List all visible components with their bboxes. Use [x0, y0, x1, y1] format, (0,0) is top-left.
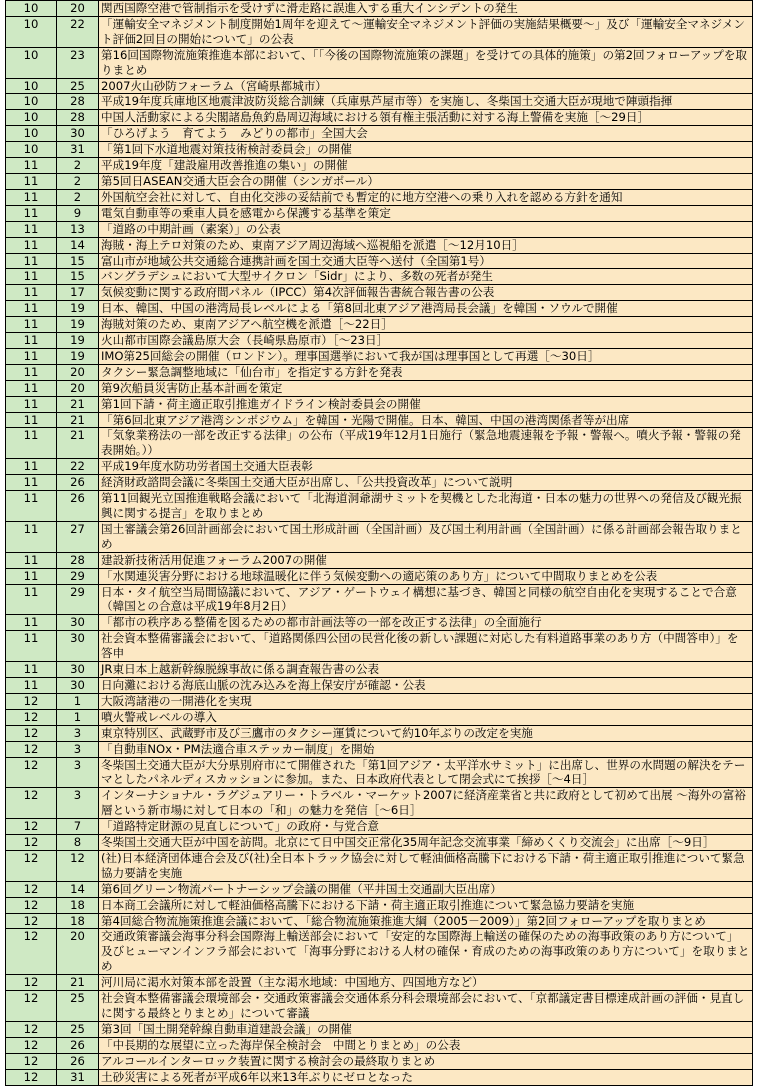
event-cell: 「自動車NOx・PM法適合車ステッカー制度」を開始 — [99, 741, 753, 757]
month-cell: 11 — [6, 189, 57, 205]
day-cell: 26 — [57, 475, 99, 491]
event-cell: 冬柴国土交通大臣が大分県別府市にて開催された「第1回アジア・太平洋水サミット」に出席し、世界の水問題の解決をテーマとしたパネルディスカッションに参加。また、日本政府代表として閉会式にて挨拶［～4日］ — [99, 757, 753, 788]
table-row — [6, 568, 753, 584]
month-cell: 12 — [6, 693, 57, 709]
table-row — [6, 412, 753, 428]
table-row — [6, 475, 753, 491]
day-cell: 27 — [57, 521, 99, 552]
table-row — [6, 693, 753, 709]
day-cell: 17 — [57, 285, 99, 301]
day-cell: 28 — [57, 552, 99, 568]
event-cell: タクシー緊急調整地域に「仙台市」を指定する方針を発表 — [99, 364, 753, 380]
event-cell: 「道路の中期計画（素案）」の公表 — [99, 221, 753, 237]
table-row — [6, 205, 753, 221]
table-row — [6, 1021, 753, 1037]
table-row — [6, 253, 753, 269]
day-cell: 19 — [57, 333, 99, 349]
event-cell: 冬柴国土交通大臣が中国を訪問。北京にて日中国交正常化35周年記念交流事業「締めくくり交流会」に出席［～9日］ — [99, 835, 753, 851]
month-cell: 11 — [6, 253, 57, 269]
event-cell: 平成19年度兵庫地区地震津波防災総合訓練（兵庫県芦屋市等）を実施し、冬柴国土交通大臣が現地で陣頭指揮 — [99, 94, 753, 110]
month-cell: 11 — [6, 584, 57, 615]
event-cell: 日本・タイ航空当局間協議において、アジア・ゲートウェイ構想に基づき、韓国と同様の航空自由化を実現することで合意（韓国との合意は平成19年8月2日） — [99, 584, 753, 615]
table-row — [6, 142, 753, 158]
event-cell: 第5回日ASEAN交通大臣会合の開催（シンガポール） — [99, 173, 753, 189]
month-cell: 11 — [6, 380, 57, 396]
table-row — [6, 1069, 753, 1085]
event-cell: 「道路特定財源の見直しについて」の政府・与党合意 — [99, 819, 753, 835]
event-cell: 「第1回下水道地震対策技術検討委員会」の開催 — [99, 142, 753, 158]
day-cell: 28 — [57, 94, 99, 110]
event-cell: 「運輸安全マネジメント制度開始1周年を迎えて～運輸安全マネジメント評価の実施結果概要～」及び「運輸安全マネジメント評価2回目の開始について」の公表 — [99, 16, 753, 47]
event-cell: インターナショナル・ラグジュアリー・トラベル・マーケット2007に経済産業省と共に政府として初めて出展 ～海外の富裕層という新市場に対して日本の「和」の魅力を発信［～6日］ — [99, 788, 753, 819]
event-cell: 平成19年度「建設雇用改善推進の集い」の開催 — [99, 158, 753, 174]
event-cell: JR東日本上越新幹線脱線事故に係る調査報告書の公表 — [99, 662, 753, 678]
timeline-table — [5, 0, 753, 1086]
table-row — [6, 709, 753, 725]
day-cell: 21 — [57, 412, 99, 428]
table-row — [6, 1053, 753, 1069]
event-cell: 第3回「国土開発幹線自動車道建設会議」の開催 — [99, 1021, 753, 1037]
day-cell: 18 — [57, 897, 99, 913]
event-cell: 中国人活動家による尖閣諸島魚釣島周辺海域における領有権主張活動に対する海上警備を実施［～29日］ — [99, 110, 753, 126]
month-cell: 12 — [6, 975, 57, 991]
day-cell: 22 — [57, 16, 99, 47]
day-cell: 22 — [57, 459, 99, 475]
day-cell: 21 — [57, 428, 99, 459]
day-cell: 20 — [57, 380, 99, 396]
day-cell: 26 — [57, 1053, 99, 1069]
event-cell: 海賊対策のため、東南アジアへ航空機を派遣［～22日］ — [99, 317, 753, 333]
event-cell: 河川局に渇水対策本部を設置（主な渇水地域：中国地方、四国地方など） — [99, 975, 753, 991]
table-row — [6, 317, 753, 333]
table-row — [6, 913, 753, 929]
month-cell: 12 — [6, 1021, 57, 1037]
table-row — [6, 741, 753, 757]
table-row — [6, 491, 753, 522]
month-cell: 12 — [6, 741, 57, 757]
event-cell: (社)日本経済団体連合会及び(社)全日本トラック協会に対して軽油価格高騰下における下請・荷主適正取引推進について緊急協力要請を実施 — [99, 850, 753, 881]
month-cell: 12 — [6, 725, 57, 741]
month-cell: 11 — [6, 396, 57, 412]
month-cell: 12 — [6, 850, 57, 881]
month-cell: 11 — [6, 364, 57, 380]
day-cell: 14 — [57, 237, 99, 253]
month-cell: 11 — [6, 301, 57, 317]
month-cell: 11 — [6, 158, 57, 174]
month-cell: 10 — [6, 47, 57, 78]
month-cell: 10 — [6, 94, 57, 110]
table-row — [6, 237, 753, 253]
month-cell: 12 — [6, 1069, 57, 1085]
event-cell: 噴火警戒レベルの導入 — [99, 709, 753, 725]
table-row — [6, 881, 753, 897]
month-cell: 11 — [6, 677, 57, 693]
month-cell: 11 — [6, 173, 57, 189]
event-cell: 「都市の秩序ある整備を図るための都市計画法等の一部を改正する法律」の全面施行 — [99, 615, 753, 631]
day-cell: 20 — [57, 929, 99, 975]
event-cell: 社会資本整備審議会において、「道路関係四公団の民営化後の新しい課題に対応した有料道路事業のあり方（中間答申）」を答申 — [99, 631, 753, 662]
event-cell: 富山市が地域公共交通総合連携計画を国土交通大臣等へ送付（全国第1号） — [99, 253, 753, 269]
event-cell: 東京特別区、武蔵野市及び三鷹市のタクシー運賃について約10年ぶりの改定を実施 — [99, 725, 753, 741]
table-row — [6, 1, 753, 17]
day-cell: 25 — [57, 78, 99, 94]
event-cell: 第9次船員災害防止基本計画を策定 — [99, 380, 753, 396]
day-cell: 2 — [57, 158, 99, 174]
event-cell: 第16回国際物流施策推進本部において、「「今後の国際物流施策の課題」を受けての具体的施策」の第2回フォローアップを取りまとめ — [99, 47, 753, 78]
month-cell: 11 — [6, 237, 57, 253]
month-cell: 10 — [6, 142, 57, 158]
table-row — [6, 584, 753, 615]
event-cell: 国土審議会第26回計画部会において国土形成計画（全国計画）及び国土利用計画（全国計画）に係る計画部会報告取りまとめ — [99, 521, 753, 552]
month-cell: 11 — [6, 662, 57, 678]
month-cell: 11 — [6, 568, 57, 584]
table-row — [6, 929, 753, 975]
event-cell: 日向灘における海底山脈の沈み込みを海上保安庁が確認・公表 — [99, 677, 753, 693]
month-cell: 12 — [6, 1053, 57, 1069]
table-row — [6, 631, 753, 662]
table-row — [6, 221, 753, 237]
month-cell: 12 — [6, 897, 57, 913]
day-cell: 30 — [57, 662, 99, 678]
month-cell: 12 — [6, 913, 57, 929]
day-cell: 30 — [57, 126, 99, 142]
day-cell: 30 — [57, 615, 99, 631]
day-cell: 3 — [57, 725, 99, 741]
table-row — [6, 1037, 753, 1053]
event-cell: 第11回観光立国推進戦略会議において「北海道洞爺湖サミットを契機とした北海道・日本の魅力の世界への発信及び観光振興に関する提言」を取りまとめ — [99, 491, 753, 522]
day-cell: 20 — [57, 364, 99, 380]
table-row — [6, 835, 753, 851]
table-body — [6, 1, 753, 1086]
event-cell: 「第6回北東アジア港湾シンポジウム」を韓国・光陽で開催。日本、韓国、中国の港湾関係者等が出席 — [99, 412, 753, 428]
day-cell: 3 — [57, 757, 99, 788]
month-cell: 10 — [6, 1, 57, 17]
table-row — [6, 348, 753, 364]
day-cell: 29 — [57, 584, 99, 615]
table-row — [6, 975, 753, 991]
table-row — [6, 380, 753, 396]
month-cell: 10 — [6, 78, 57, 94]
day-cell: 8 — [57, 835, 99, 851]
day-cell: 15 — [57, 269, 99, 285]
event-cell: IMO第25回総会の開催（ロンドン）。理事国選挙において我が国は理事国として再選［～30日］ — [99, 348, 753, 364]
event-cell: 「ひろげよう 育てよう みどりの都市」全国大会 — [99, 126, 753, 142]
month-cell: 12 — [6, 788, 57, 819]
table-row — [6, 396, 753, 412]
event-cell: 第4回総合物流施策推進会議において、「総合物流施策推進大綱（2005－2009）」第2回フォローアップを取りまとめ — [99, 913, 753, 929]
event-cell: アルコールインターロック装置に関する検討会の最終取りまとめ — [99, 1053, 753, 1069]
table-row — [6, 16, 753, 47]
table-row — [6, 521, 753, 552]
event-cell: 「水関連災害分野における地球温暖化に伴う気候変動への適応策のあり方」について中間取りまとめを公表 — [99, 568, 753, 584]
table-row — [6, 757, 753, 788]
day-cell: 21 — [57, 396, 99, 412]
table-row — [6, 158, 753, 174]
month-cell: 11 — [6, 205, 57, 221]
month-cell: 11 — [6, 552, 57, 568]
month-cell: 12 — [6, 819, 57, 835]
day-cell: 19 — [57, 348, 99, 364]
event-cell: 2007火山砂防フォーラム（宮崎県都城市） — [99, 78, 753, 94]
event-cell: 第1回下請・荷主適正取引推進ガイドライン検討委員会の開催 — [99, 396, 753, 412]
month-cell: 11 — [6, 459, 57, 475]
month-cell: 12 — [6, 757, 57, 788]
event-cell: 第6回グリーン物流パートナーシップ会議の開催（平井国土交通副大臣出席） — [99, 881, 753, 897]
month-cell: 11 — [6, 521, 57, 552]
table-row — [6, 364, 753, 380]
month-cell: 12 — [6, 835, 57, 851]
table-row — [6, 662, 753, 678]
table-row — [6, 94, 753, 110]
day-cell: 25 — [57, 1021, 99, 1037]
event-cell: 海賊・海上テロ対策のため、東南アジア周辺海域へ巡視船を派遣［～12月10日］ — [99, 237, 753, 253]
day-cell: 3 — [57, 788, 99, 819]
month-cell: 11 — [6, 221, 57, 237]
day-cell: 2 — [57, 173, 99, 189]
event-cell: 建設新技術活用促進フォーラム2007の開催 — [99, 552, 753, 568]
table-row — [6, 126, 753, 142]
day-cell: 19 — [57, 317, 99, 333]
table-row — [6, 991, 753, 1022]
day-cell: 14 — [57, 881, 99, 897]
day-cell: 15 — [57, 253, 99, 269]
day-cell: 2 — [57, 189, 99, 205]
month-cell: 11 — [6, 333, 57, 349]
month-cell: 11 — [6, 475, 57, 491]
month-cell: 11 — [6, 428, 57, 459]
table-row — [6, 428, 753, 459]
day-cell: 9 — [57, 205, 99, 221]
day-cell: 23 — [57, 47, 99, 78]
day-cell: 1 — [57, 709, 99, 725]
event-cell: 日本、韓国、中国の港湾局長レベルによる「第8回北東アジア港湾局長会議」を韓国・ソウルで開催 — [99, 301, 753, 317]
day-cell: 21 — [57, 975, 99, 991]
month-cell: 11 — [6, 631, 57, 662]
table-row — [6, 333, 753, 349]
month-cell: 11 — [6, 491, 57, 522]
day-cell: 25 — [57, 991, 99, 1022]
day-cell: 20 — [57, 1, 99, 17]
table-row — [6, 788, 753, 819]
event-cell: 平成19年度水防功労者国土交通大臣表彰 — [99, 459, 753, 475]
month-cell: 12 — [6, 881, 57, 897]
table-row — [6, 677, 753, 693]
day-cell: 31 — [57, 1069, 99, 1085]
event-cell: 気候変動に関する政府間パネル（IPCC）第4次評価報告書統合報告書の公表 — [99, 285, 753, 301]
month-cell: 11 — [6, 269, 57, 285]
day-cell: 1 — [57, 693, 99, 709]
event-cell: 外国航空会社に対して、自由化交渉の妥結前でも暫定的に地方空港への乗り入れを認める方針を通知 — [99, 189, 753, 205]
event-cell: 社会資本整備審議会環境部会・交通政策審議会交通体系分科会環境部会において、「京都議定書目標達成計画の評価・見直しに関する最終とりまとめ」について審議 — [99, 991, 753, 1022]
month-cell: 12 — [6, 1037, 57, 1053]
event-cell: 土砂災害による死者が平成6年以来13年ぶりにゼロとなった — [99, 1069, 753, 1085]
table-row — [6, 189, 753, 205]
month-cell: 11 — [6, 412, 57, 428]
day-cell: 30 — [57, 677, 99, 693]
month-cell: 11 — [6, 317, 57, 333]
event-cell: 「気象業務法の一部を改正する法律」の公布（平成19年12月1日施行（緊急地震速報を予報・警報へ。噴火予報・警報の発表開始。）） — [99, 428, 753, 459]
table-row — [6, 819, 753, 835]
table-row — [6, 301, 753, 317]
table-row — [6, 269, 753, 285]
table-row — [6, 110, 753, 126]
table-row — [6, 459, 753, 475]
day-cell: 3 — [57, 741, 99, 757]
month-cell: 11 — [6, 615, 57, 631]
event-cell: 経済財政諮問会議に冬柴国土交通大臣が出席し、「公共投資改革」について説明 — [99, 475, 753, 491]
event-cell: 日本商工会議所に対して軽油価格高騰下における下請・荷主適正取引推進について緊急協力要請を実施 — [99, 897, 753, 913]
event-cell: 電気自動車等の乗車人員を感電から保護する基準を策定 — [99, 205, 753, 221]
event-cell: 「中長期的な展望に立った海岸保全検討会 中間とりまとめ」の公表 — [99, 1037, 753, 1053]
table-row — [6, 173, 753, 189]
day-cell: 19 — [57, 301, 99, 317]
table-row — [6, 615, 753, 631]
month-cell: 12 — [6, 929, 57, 975]
month-cell: 12 — [6, 991, 57, 1022]
day-cell: 13 — [57, 221, 99, 237]
month-cell: 11 — [6, 285, 57, 301]
month-cell: 12 — [6, 709, 57, 725]
day-cell: 7 — [57, 819, 99, 835]
table-row — [6, 725, 753, 741]
month-cell: 11 — [6, 348, 57, 364]
day-cell: 18 — [57, 913, 99, 929]
month-cell: 10 — [6, 110, 57, 126]
table-row — [6, 78, 753, 94]
event-cell: 交通政策審議会海事分科会国際海上輸送部会において「安定的な国際海上輸送の確保のための海事政策のあり方について」及びヒューマンインフラ部会において「海事分野における人材の確保・育成のための海事政策のあり方について」を取りまとめ — [99, 929, 753, 975]
event-cell: バングラデシュにおいて大型サイクロン「Sidr」により、多数の死者が発生 — [99, 269, 753, 285]
event-cell: 関西国際空港で管制指示を受けずに滑走路に誤進入する重大インシデントの発生 — [99, 1, 753, 17]
month-cell: 10 — [6, 16, 57, 47]
table-row — [6, 47, 753, 78]
day-cell: 26 — [57, 1037, 99, 1053]
day-cell: 29 — [57, 568, 99, 584]
event-cell: 火山都市国際会議島原大会（長崎県島原市）［～23日］ — [99, 333, 753, 349]
table-row — [6, 850, 753, 881]
month-cell: 10 — [6, 126, 57, 142]
day-cell: 28 — [57, 110, 99, 126]
table-row — [6, 285, 753, 301]
table-row — [6, 897, 753, 913]
event-cell: 大阪湾諸港の一開港化を実現 — [99, 693, 753, 709]
day-cell: 26 — [57, 491, 99, 522]
day-cell: 30 — [57, 631, 99, 662]
day-cell: 12 — [57, 850, 99, 881]
table-row — [6, 552, 753, 568]
day-cell: 31 — [57, 142, 99, 158]
